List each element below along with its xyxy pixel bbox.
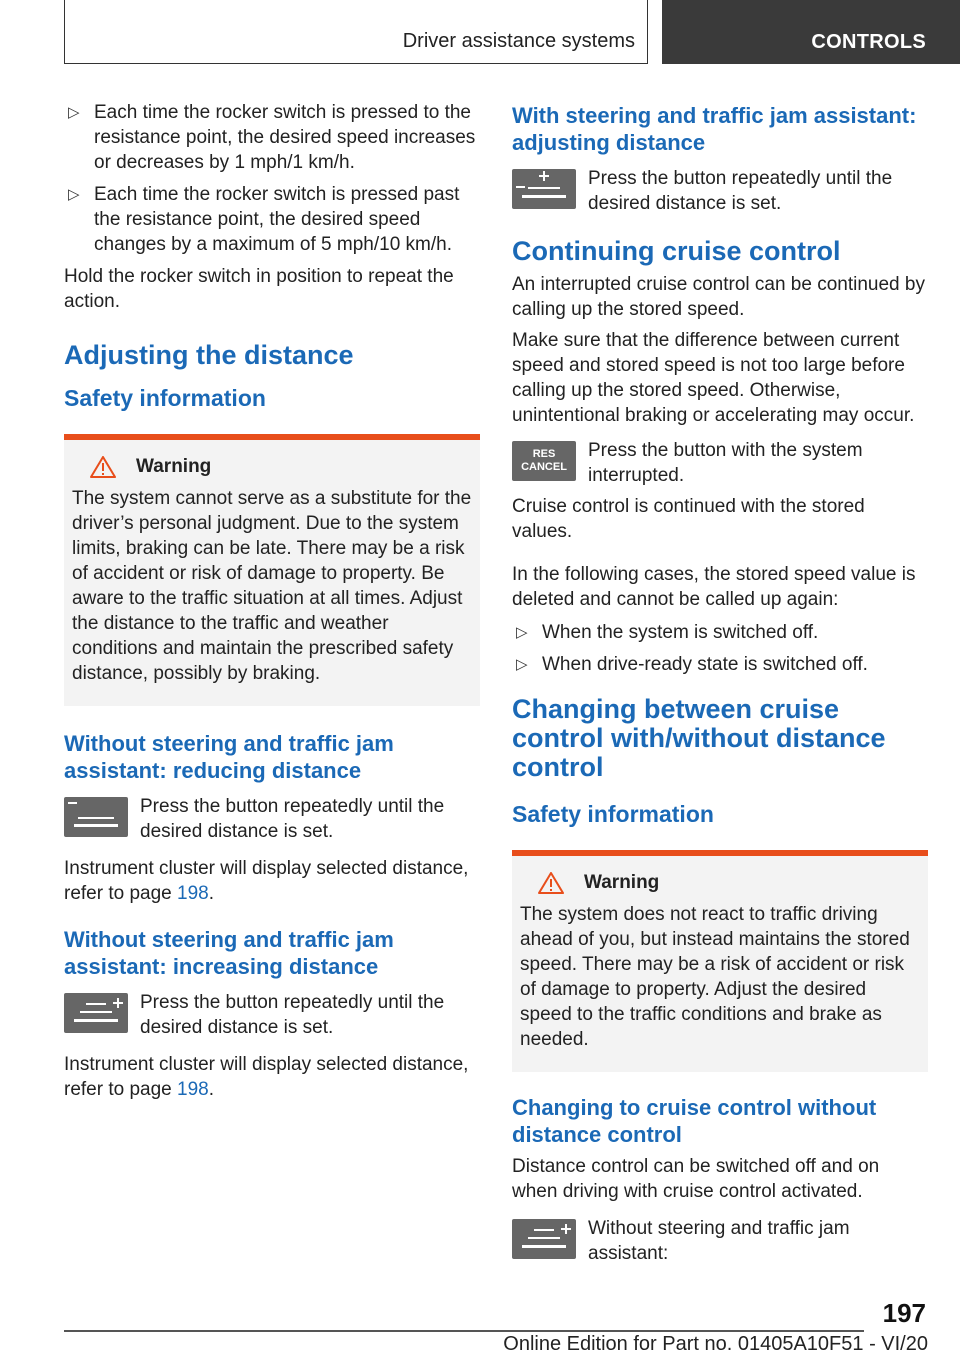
warning-text: The system cannot serve as a substitute for the driver’s personal judgment. Due to the system limits, braking can be late. There may be a risk of accident or risk of damage to property. Be aware to the traffic situation at all times. Adjust the distance to the traffic and weather conditions and maintain the prescribed safety distance, possibly by braking. [72, 488, 472, 684]
footer-divider [64, 1330, 864, 1332]
heading-changing-cruise-control: Changing between cruise control with/without distance control [512, 694, 886, 782]
header-section-tab [64, 0, 648, 64]
button-description-row [512, 438, 928, 488]
warning-triangle-icon [90, 456, 116, 478]
button-description: Without steering and traffic jam assistant: [588, 1218, 850, 1264]
list-item: ▷ When drive-ready state is switched off. [516, 654, 868, 675]
paragraph: Make sure that the difference between current speed and stored speed is not too large before calling up the stored speed. Otherwise, unintentional braking or accelerating may occur. [512, 330, 915, 426]
button-description: Press the button repeatedly until the desired distance is set. [140, 992, 445, 1038]
heading-adjusting-distance: Adjusting the distance [64, 340, 354, 370]
button-description-row [64, 990, 480, 1040]
warning-text: The system does not react to traffic driving ahead of you, but instead maintains the stored speed. There may be a risk of accident or risk of damage to property. Adjust the desired speed to the traffic conditions and brake as needed. [520, 904, 910, 1050]
page-number: 197 [882, 1298, 926, 1328]
distance-adjust-icon [512, 169, 576, 209]
distance-plus-icon [512, 1219, 576, 1259]
warning-heading: Warning [72, 456, 472, 478]
button-description-row [512, 1216, 928, 1266]
button-description: Press the button repeatedly until the desired distance is set. [140, 796, 445, 842]
triangle-bullet-icon: ▷ [68, 104, 80, 121]
cancel-label: CANCEL [521, 461, 567, 473]
list-item: ▷ Each time the rocker switch is pressed past the resistance point, the desired speed changes by a maximum of 5 mph/10 km/h. [68, 184, 460, 255]
heading-safety-information: Safety information [64, 385, 266, 411]
paragraph: An interrupted cruise control can be continued by calling up the stored speed. [512, 274, 925, 320]
left-column [64, 100, 480, 1108]
paragraph: Hold the rocker switch in position to repeat the action. [64, 266, 454, 312]
paragraph: Distance control can be switched off and on when driving with cruise control activated. [512, 1156, 880, 1202]
button-description-row [512, 166, 928, 216]
footer-edition: Online Edition for Part no. 01405A10F51 - VI/20 [503, 1333, 928, 1355]
header-section-title: Driver assistance systems [402, 30, 635, 52]
paragraph: Cruise control is continued with the stored values. [512, 496, 865, 542]
heading-safety-information: Safety information [512, 801, 714, 827]
button-description: Press the button with the system interrupted. [588, 440, 863, 486]
header-chapter-title: CONTROLS [811, 31, 926, 53]
warning-heading: Warning [520, 872, 920, 894]
triangle-bullet-icon: ▷ [516, 624, 528, 641]
right-column [512, 100, 928, 1278]
warning-box [64, 434, 480, 706]
distance-plus-icon [64, 993, 128, 1033]
button-description-row [64, 794, 480, 844]
res-cancel-button-image [512, 441, 576, 481]
heading-with-steering-adjusting-distance: With steering and traffic jam assistant: adjusting distance [512, 103, 917, 155]
button-description: Press the button repeatedly until the desired distance is set. [588, 168, 893, 214]
page-reference-link[interactable]: 198 [177, 1079, 209, 1100]
heading-continuing-cruise-control: Continuing cruise control [512, 236, 841, 266]
page-reference-link[interactable]: 198 [177, 883, 209, 904]
triangle-bullet-icon: ▷ [68, 186, 80, 203]
heading-change-without-distance-control: Changing to cruise control without distance control [512, 1095, 877, 1147]
heading-reducing-distance: Without steering and traffic jam assistant: reducing distance [64, 731, 394, 783]
res-label: RES [532, 448, 556, 460]
paragraph: Instrument cluster will display selected distance, refer to page 198. [64, 858, 469, 904]
distance-increase-button-image [64, 993, 128, 1033]
list-item: ▷ Each time the rocker switch is pressed to the resistance point, the desired speed increases or decreases by 1 mph/1 km/h. [68, 102, 476, 173]
warning-box [512, 850, 928, 1072]
distance-decrease-button-image [64, 797, 128, 837]
paragraph: Instrument cluster will display selected distance, refer to page 198. [64, 1054, 469, 1100]
paragraph: In the following cases, the stored speed value is deleted and cannot be called up again: [512, 564, 916, 610]
header-chapter-tab [662, 0, 960, 64]
list-item: ▷ When the system is switched off. [516, 622, 819, 643]
triangle-bullet-icon: ▷ [516, 656, 528, 673]
distance-adjust-button-image [512, 169, 576, 209]
warning-triangle-icon [538, 872, 564, 894]
distance-minus-icon [64, 797, 128, 837]
distance-button-image [512, 1219, 576, 1259]
heading-increasing-distance: Without steering and traffic jam assistant: increasing distance [64, 927, 394, 979]
